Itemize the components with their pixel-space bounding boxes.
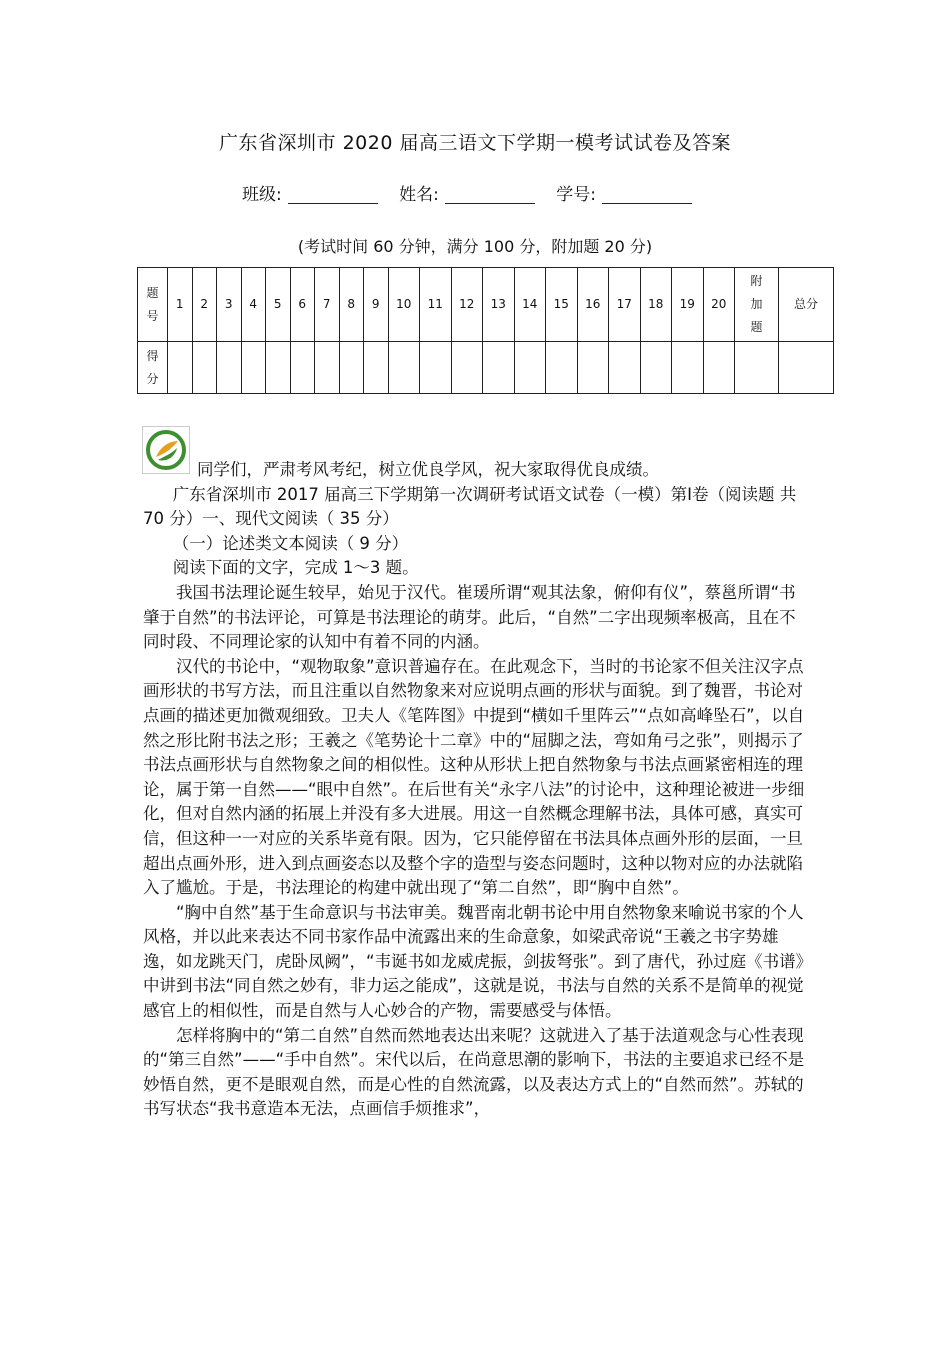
score-entry-cell xyxy=(640,342,672,394)
passage-paragraph: 怎样将胸中的“第二自然”自然而然地表达出来呢？这就进入了基于法道观念与心性表现的“第三自然”——“手中自然”。宋代以后，在尚意思潮的影响下，书法的主要追求已经不是妙悟自然，更不是眼观自然，而是心性的自然流露，以及表达方式上的“自然而然”。苏轼的书写状态“我书意造本无法，点画信手烦推求”， xyxy=(143,1025,805,1119)
score-entry-cell xyxy=(217,342,242,394)
section-heading: 广东省深圳市 2017 届高三下学期第一次调研考试语文试卷（一模）第Ⅰ卷（阅读题 共 70 分）一、现代文阅读（ 35 分） xyxy=(143,484,797,529)
question-number-cell: 9 xyxy=(364,268,389,342)
score-entry-cell xyxy=(483,342,515,394)
score-entry-cell xyxy=(388,342,420,394)
student-info-row xyxy=(0,180,950,205)
student-id-label: 学号: xyxy=(556,185,596,205)
question-number-cell: 20 xyxy=(703,268,735,342)
score-entry-cell xyxy=(451,342,483,394)
class-label: 班级: xyxy=(241,185,282,205)
question-number-cell: 1 xyxy=(168,268,193,342)
question-number-cell: 15 xyxy=(546,268,578,342)
score-entry-cell xyxy=(339,342,364,394)
score-entry-cell xyxy=(546,342,578,394)
question-number-cell: 5 xyxy=(266,268,291,342)
score-entry-cell xyxy=(672,342,704,394)
score-entry-cell xyxy=(703,342,735,394)
score-entry-cell xyxy=(168,342,193,394)
question-number-cell: 14 xyxy=(514,268,546,342)
score-entry-cell xyxy=(514,342,546,394)
question-number-cell: 10 xyxy=(388,268,420,342)
reading-instruction: 阅读下面的文字，完成 1～3 题。 xyxy=(172,558,419,578)
score-table-question-row xyxy=(138,268,834,342)
name-blank xyxy=(445,185,535,204)
question-number-cell: 6 xyxy=(290,268,315,342)
question-number-cell: 8 xyxy=(339,268,364,342)
score-entry-cell xyxy=(420,342,452,394)
bonus-question-header: 附加题 xyxy=(735,268,779,342)
score-entry-cell xyxy=(609,342,641,394)
total-score-header: 总分 xyxy=(779,268,834,342)
question-number-cell: 13 xyxy=(483,268,515,342)
subsection-heading: （一）论述类文本阅读（ 9 分） xyxy=(172,533,409,553)
score-entry-cell xyxy=(779,342,834,394)
question-number-cell: 17 xyxy=(609,268,641,342)
score-entry-cell xyxy=(266,342,291,394)
question-number-cell: 11 xyxy=(420,268,452,342)
reading-passage xyxy=(143,458,807,1122)
question-number-header: 题号 xyxy=(138,268,168,342)
score-entry-cell xyxy=(577,342,609,394)
passage-paragraph: 我国书法理论诞生较早，始见于汉代。崔瑗所谓“观其法象，俯仰有仪”，蔡邕所谓“书肇于自然”的书法评论，可算是书法理论的萌芽。此后，“自然”二字出现频率极高，且在不同时段、不同理论家的认知中有着不同的内涵。 xyxy=(143,582,796,652)
score-entry-cell xyxy=(290,342,315,394)
question-number-cell: 12 xyxy=(451,268,483,342)
student-id-blank xyxy=(602,185,692,204)
question-number-cell: 18 xyxy=(640,268,672,342)
name-label: 姓名: xyxy=(399,185,439,205)
score-row-header: 得分 xyxy=(138,342,168,394)
passage-paragraph: 汉代的书论中，“观物取象”意识普遍存在。在此观念下，当时的书论家不但关注汉字点画形状的书写方法，而且注重以自然物象来对应说明点画的形状与面貌。到了魏晋，书论对点画的描述更加微观细致。卫夫人《笔阵图》中提到“横如千里阵云”“点如高峰坠石”，以自然之形比附书法之形；王羲之《笔势论十二章》中的“屈脚之法，弯如角弓之张”，则揭示了书法点画形状与自然物象之间的相似性。这种从形状上把自然物象与书法点画紧密相连的理论，属于第一自然——“眼中自然”。在后世有关“永字八法”的讨论中，这种理论被进一步细化，但对自然内涵的拓展上并没有多大进展。用这一自然概念理解书法，具体可感，真实可信，但这种一一对应的关系毕竟有限。因为，它只能停留在书法具体点画外形的层面，一旦超出点画外形，进入到点画姿态以及整个字的造型与姿态问题时，这种以物对应的办法就陷入了尴尬。于是，书法理论的构建中就出现了“第二自然”，即“胸中自然”。 xyxy=(143,656,805,898)
question-number-cell: 7 xyxy=(315,268,340,342)
class-blank xyxy=(288,185,378,204)
score-entry-cell xyxy=(735,342,779,394)
page-title: 广东省深圳市 2020 届高三语文下学期一模考试试卷及答案 xyxy=(219,132,731,154)
score-entry-cell xyxy=(315,342,340,394)
score-entry-cell xyxy=(192,342,217,394)
passage-paragraph: “胸中自然”基于生命意识与书法审美。魏晋南北朝书论中用自然物象来喻说书家的个人风格，并以此来表达不同书家作品中流露出来的生命意象，如梁武帝说“王羲之书字势雄逸，如龙跳天门，虎卧凤阙”，“韦诞书如龙威虎振，剑拔弩张”。到了唐代，孙过庭《书谱》中讲到书法“同自然之妙有，非力运之能成”，这就是说，书法与自然的关系不是简单的视觉感官上的相似性，而是自然与人心妙合的产物，需要感受与体悟。 xyxy=(143,902,804,1021)
question-number-cell: 4 xyxy=(241,268,266,342)
score-table-score-row xyxy=(138,342,834,394)
question-number-cell: 19 xyxy=(672,268,704,342)
score-entry-cell xyxy=(241,342,266,394)
question-number-cell: 2 xyxy=(192,268,217,342)
question-number-cell: 3 xyxy=(217,268,242,342)
motto-line: 同学们，严肃考风考纪，树立优良学风，祝大家取得优良成绩。 xyxy=(197,460,659,479)
exam-time-note: (考试时间 60 分钟，满分 100 分，附加题 20 分) xyxy=(297,237,653,256)
score-entry-cell xyxy=(364,342,389,394)
score-table xyxy=(137,267,834,394)
question-number-cell: 16 xyxy=(577,268,609,342)
